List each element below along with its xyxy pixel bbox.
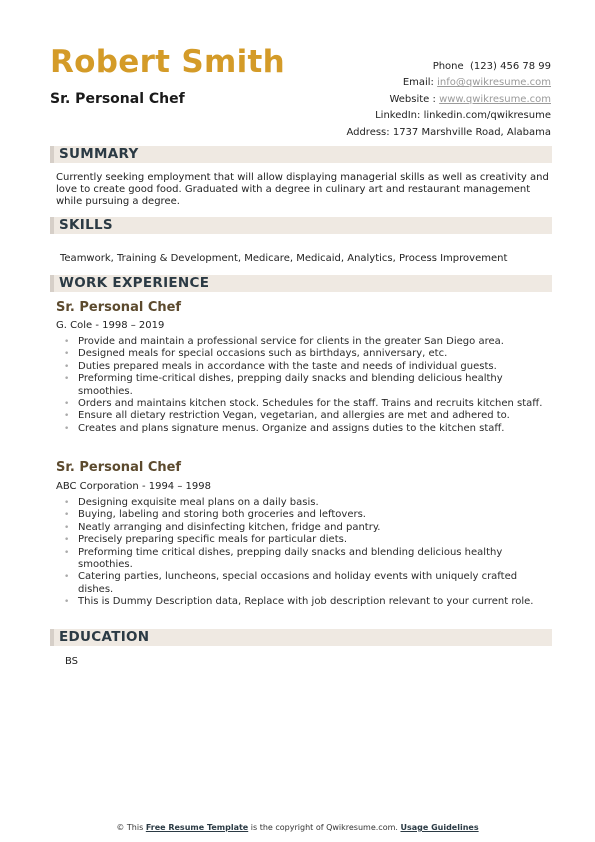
footer-prefix: © This [116,823,144,832]
email-label: Email: [402,77,434,89]
section-summary-header [50,146,552,163]
section-skills-title: SKILLS [59,217,113,233]
address-value: 1737 Marshville Road, Alabama [392,126,551,138]
linkedin-label: LinkedIn: [375,110,421,122]
skills-text: Teamwork, Training & Development, Medicare, Medicaid, Analytics, Process Improvement [60,253,508,264]
section-experience-title: WORK EXPERIENCE [59,275,210,291]
list-item: • Duties prepared meals in accordance with the taste and needs of individual guests. [62,361,552,373]
list-item: • Buying, labeling and storing both groceries and leftovers. [62,509,552,521]
section-summary-title: SUMMARY [59,146,139,162]
list-item: • Catering parties, luncheons, special occasions and holiday events with uniquely crafted dishes. [62,571,552,596]
website-link[interactable]: www.qwikresume.com [439,93,551,105]
job-bullets [62,336,552,435]
section-education-title: EDUCATION [59,629,150,645]
contact-email [346,75,551,91]
list-item: • Provide and maintain a professional service for clients in the greater San Diego area. [62,336,552,348]
job-company: ABC Corporation - 1994 – 1998 [56,481,211,492]
usage-guidelines-link[interactable]: Usage Guidelines [400,823,479,832]
candidate-title: Sr. Personal Chef [50,91,185,107]
contact-linkedin [346,108,551,124]
contact-website [346,92,551,108]
job-bullets [62,497,552,609]
summary-text: Currently seeking employment that will allow displaying managerial skills as well as creativity and love to create good food. Graduated with a degree in culinary art and restaurant management while pursuing a degree. [56,172,549,207]
job-company: G. Cole - 1998 – 2019 [56,320,165,331]
contact-address [346,125,551,141]
list-item: • Designed meals for special occasions such as birthdays, anniversary, etc. [62,348,552,360]
job-title: Sr. Personal Chef [56,300,182,315]
education-text: BS [65,656,79,667]
list-item: • Neatly arranging and disinfecting kitchen, fridge and pantry. [62,522,552,534]
list-item: • Preforming time critical dishes, prepping daily snacks and blending delicious healthy smoothies. [62,547,552,572]
contact-phone [346,59,551,75]
contact-block [346,59,551,141]
list-item: • Precisely preparing specific meals for particular diets. [62,534,552,546]
phone-label: Phone [432,61,464,72]
linkedin-value: linkedin.com/qwikresume [423,110,551,122]
free-resume-template-link[interactable]: Free Resume Template [145,823,249,832]
footer-middle: is the copyright of Qwikresume.com. [250,823,398,832]
phone-value: (123) 456 78 99 [470,61,551,72]
job-title: Sr. Personal Chef [56,460,182,475]
section-skills-header [50,217,552,234]
section-experience-header [50,275,552,292]
list-item: • Creates and plans signature menus. Organize and assigns duties to the kitchen staff. [62,423,552,435]
candidate-name: Robert Smith [50,44,286,80]
email-link[interactable]: info@qwikresume.com [437,77,551,89]
list-item: • This is Dummy Description data, Replace with job description relevant to your current role. [62,596,552,608]
website-label: Website : [389,93,436,105]
section-education-header [50,629,552,646]
footer [0,823,595,832]
list-item: • Designing exquisite meal plans on a daily basis. [62,497,552,509]
list-item: • Ensure all dietary restriction Vegan, vegetarian, and allergies are met and adhered to. [62,410,552,422]
list-item: • Orders and maintains kitchen stock. Schedules for the staff. Trains and recruits kitchen staff. [62,398,552,410]
address-label: Address: [346,126,390,138]
list-item: • Preforming time-critical dishes, prepping daily snacks and blending delicious healthy smoothies. [62,373,552,398]
